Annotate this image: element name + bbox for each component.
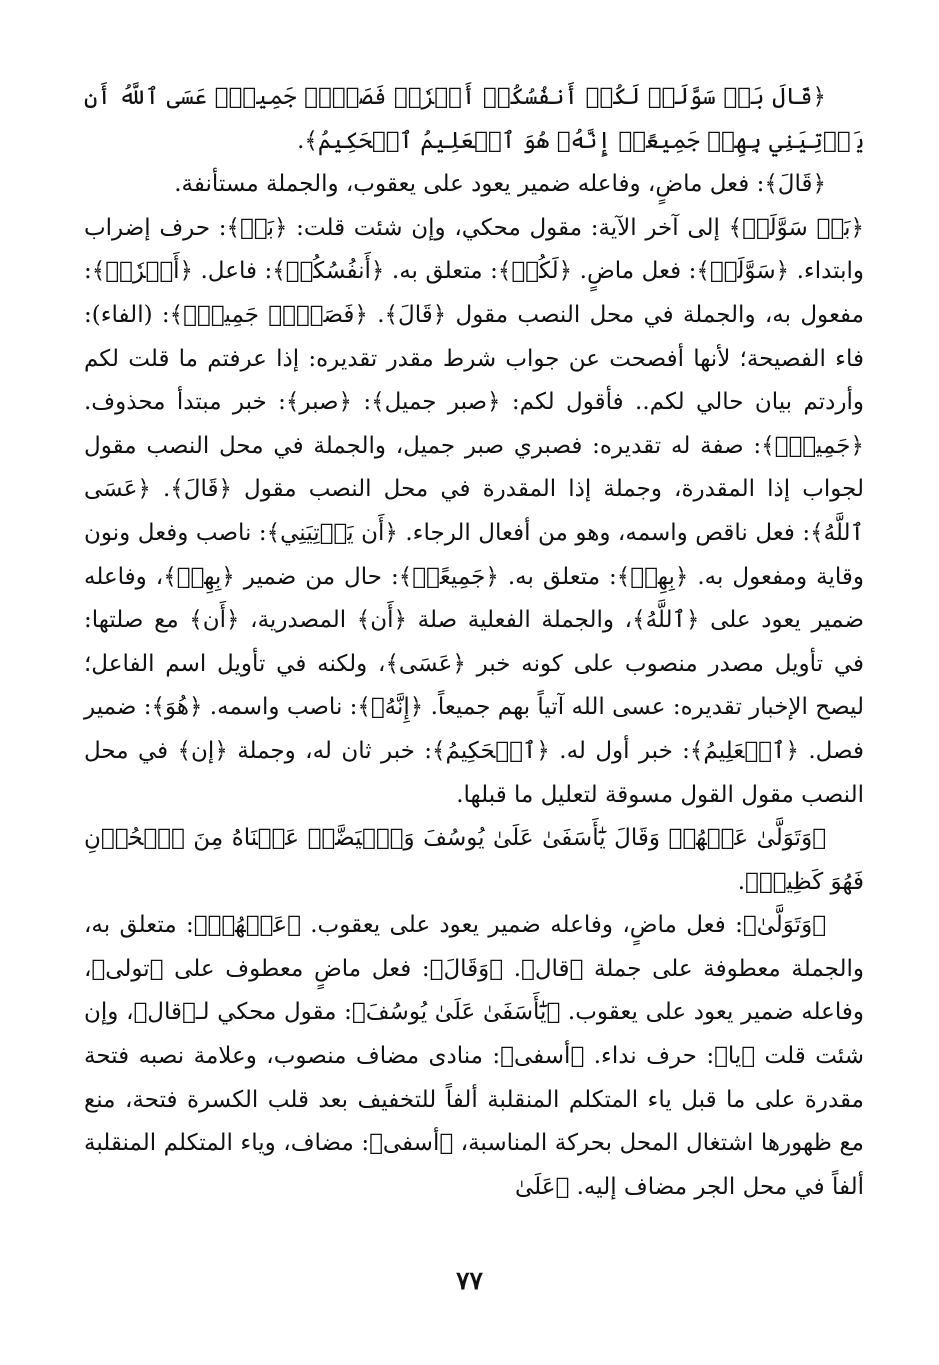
grammar-analysis-paragraph: ﴿وَتَوَلَّىٰ﴾: فعل ماضٍ، وفاعله ضمير يعود على يعقوب. ﴿عَنۡهُمۡ﴾: متعلق به، والجملة معطوفة على جملة ﴿قال﴾. ﴿وَقَالَ﴾: فعل ماضٍ معطوف على ﴿تولى﴾، وفاعله ضمير يعود على يعقوب. ﴿يَٰٓأَسَفَىٰ عَلَىٰ يُوسُفَ﴾: مقول محكي لـ﴿قال﴾، وإن شئت قلت ﴿يا﴾: حرف نداء. ﴿أسفى﴾: منادى مضاف منصوب، وعلامة نصبه فتحة مقدرة على ما قبل ياء المتكلم المنقلبة ألفاً للتخفيف بعد قلب الكسرة فتحة، منع مع ظهورها اشتغال المحل بحركة المناسبة، ﴿أسفى﴾: مضاف، وياء المتكلم المنقلبة ألفاً في محل الجر مضاف إليه. ﴿عَلَىٰ [84, 912, 864, 1200]
page-number: ٧٧ [456, 1266, 483, 1295]
page-body [84, 76, 864, 1209]
grammar-analysis-paragraph: ﴿قَالَ﴾: فعل ماضٍ، وفاعله ضمير يعود على يعقوب، والجملة مستأنفة. [174, 171, 826, 198]
quran-verse: ﴿وَتَوَلَّىٰ عَنۡهُمۡ وَقَالَ يَٰٓأَسَفَىٰ عَلَىٰ يُوسُفَ وَٱبۡيَضَّتۡ عَيۡنَاهُ مِنَ ٱلۡحُزۡنِ فَهُوَ كَظِيمٞ﴾. [84, 825, 864, 895]
quran-verse: ﴿قَالَ بَلۡ سَوَّلَتۡ لَكُمۡ أَنفُسُكُمۡ أَمۡرٗاۖ فَصَبۡرٞ جَمِيلٌۖ عَسَى ٱللَّهُ أَن يَأۡتِيَنِي بِهِمۡ جَمِيعًاۚ إِنَّهُۥ هُوَ ٱلۡعَلِيمُ ٱلۡحَكِيمُ﴾. [84, 84, 864, 154]
grammar-analysis-paragraph: ﴿بَلۡ سَوَّلَتۡ﴾ إلى آخر الآية: مقول محكي، وإن شئت قلت: ﴿بَلۡ﴾: حرف إضراب وابتداء. ﴿سَوَّلَتۡ﴾: فعل ماضٍ. ﴿لَكُمۡ﴾: متعلق به. ﴿أَنفُسُكُمۡ﴾: فاعل. ﴿أَمۡرٗاۖ﴾: مفعول به، والجملة في محل النصب مقول ﴿قَالَ﴾. ﴿فَصَبۡرٞ جَمِيلٌۖ﴾: (الفاء): فاء الفصيحة؛ لأنها أفصحت عن جواب شرط مقدر تقديره: إذا عرفتم ما قلت لكم وأردتم بيان حالي لكم.. فأقول لكم: ﴿صبر جميل﴾: ﴿صبر﴾: خبر مبتدأ محذوف. ﴿جَمِيلٌۖ﴾: صفة له تقديره: فصبري صبر جميل، والجملة في محل النصب مقول لجواب إذا المقدرة، وجملة إذا المقدرة في محل النصب مقول ﴿قَالَ﴾. ﴿عَسَى ٱللَّهُ﴾: فعل ناقص واسمه، وهو من أفعال الرجاء. ﴿أَن يَأۡتِيَنِي﴾: ناصب وفعل ونون وقاية ومفعول به. ﴿بِهِمۡ﴾: متعلق به. ﴿جَمِيعًاۚ﴾: حال من ضمير ﴿بِهِمۡ﴾، وفاعله ضمير يعود على ﴿ٱللَّهُ﴾، والجملة الفعلية صلة ﴿أَن﴾ المصدرية، ﴿أَن﴾ مع صلتها: في تأويل مصدر منصوب على كونه خبر ﴿عَسَى﴾، ولكنه في تأويل اسم الفاعل؛ ليصح الإخبار تقديره: عسى الله آتياً بهم جميعاً. ﴿إِنَّهُۥ﴾: ناصب واسمه. ﴿هُوَ﴾: ضمير فصل. ﴿ٱلۡعَلِيمُ﴾: خبر أول له. ﴿ٱلۡحَكِيمُ﴾: خبر ثان له، وجملة ﴿إن﴾ في محل النصب مقول القول مسوقة لتعليل ما قبلها. [84, 214, 864, 808]
